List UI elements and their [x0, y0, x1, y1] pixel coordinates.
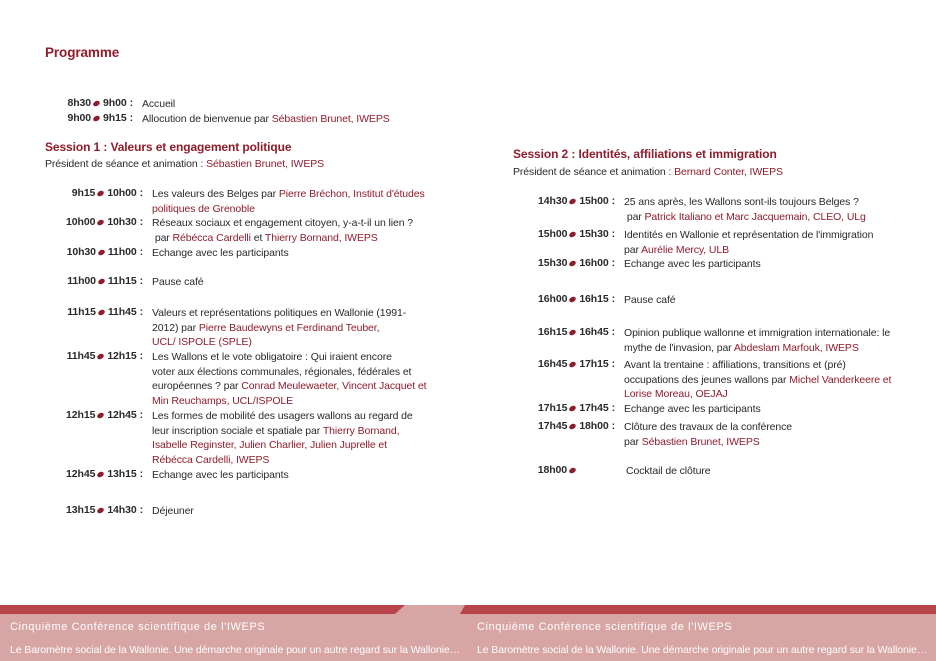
intro-text-1: Accueil [142, 98, 176, 110]
bullet-dot-icon [97, 506, 106, 514]
footer-left-subtitle: Le Baromètre social de la Wallonie. Une démarche originale pour un autre regard sur la Wallonie… [10, 644, 461, 656]
footer-left-title: Cinquième Conférence scientifique de l'IWEPS [10, 621, 266, 633]
bullet-dot-icon [92, 99, 101, 107]
s2-item-1: 14h30 15h00 : 25 ans après, les Wallons sont-ils toujours Belges ? par Patrick Italiano et Marc Jacquemain, CLEO, ULg [538, 195, 866, 223]
s1-item-1: 9h15 10h00 : Les valeurs des Belges par Pierre Bréchon, Institut d'études politiques de Grenoble [71, 187, 425, 215]
bullet-dot-icon [97, 352, 106, 360]
s1-item-2: 10h00 10h30 : Réseaux sociaux et engagement citoyen, y-a-t-il un lien ? par Rébécca Cardelli et Thierry Bornand, IWEPS [66, 216, 414, 244]
s2-item-8: 17h45 18h00 : Clôture des travaux de la conférence par Sébastien Brunet, IWEPS [538, 420, 792, 448]
bullet-dot-icon [569, 259, 578, 267]
s2-item-5: 16h15 16h45 : Opinion publique wallonne et immigration internationale: le mythe de l'invasion, par Abdeslam Marfouk, IWEPS [538, 326, 891, 354]
footer-stripe [0, 605, 936, 615]
bullet-dot-icon [92, 114, 101, 122]
bullet-dot-icon [569, 295, 578, 303]
intro-text-2: Allocution de bienvenue par Sébastien Brunet, IWEPS [142, 113, 390, 125]
s2-item-3: 15h30 16h00 : Echange avec les participants [538, 257, 761, 270]
s1-item-5: 11h15 11h45 : Valeurs et représentations politiques en Wallonie (1991- 2012) par Pierre Baudewyns et Ferdinand Teuber, UCL/ ISPOLE (SPLE) [67, 306, 407, 348]
footer [0, 605, 936, 661]
bullet-dot-icon [569, 197, 578, 205]
bullet-dot-icon [97, 470, 106, 478]
intro-row-1: 8h30 9h00 : Accueil [67, 97, 176, 110]
bullet-dot-icon [569, 360, 578, 368]
bullet-dot-icon [97, 308, 106, 316]
s1-item-7: 12h15 12h45 : Les formes de mobilité des usagers wallons au regard de leur inscription sociale et spatiale par Thierry Bornand, Isabelle Reginster, Julien Charlier, Julien Juprelle et Rébécca Cardelli, IWEPS [66, 409, 413, 466]
session1-president: Président de séance et animation : Sébastien Brunet, IWEPS [45, 158, 325, 170]
s1-item-8: 12h45 13h15 : Echange avec les participants [66, 468, 289, 481]
bullet-dot-icon [97, 218, 106, 226]
session1-title: Session 1 : Valeurs et engagement politique [45, 140, 292, 154]
bullet-dot-icon [568, 466, 577, 474]
session2-title: Session 2 : Identités, affiliations et immigration [513, 147, 777, 161]
s2-item-4: 16h00 16h15 : Pause café [538, 293, 676, 306]
s2-item-9: 18h00 Cocktail de clôture [537, 464, 711, 477]
bullet-dot-icon [97, 411, 106, 419]
s1-item-3: 10h30 11h00 : Echange avec les participants [66, 246, 289, 259]
session2-president: Président de séance et animation : Bernard Conter, IWEPS [513, 166, 783, 178]
programme-title: Programme [45, 45, 120, 60]
bullet-dot-icon [97, 189, 106, 197]
s2-item-2: 15h00 15h30 : Identités en Wallonie et représentation de l'immigration par Aurélie Mercy, ULB [538, 228, 874, 256]
footer-right-title: Cinquième Conférence scientifique de l'IWEPS [477, 621, 733, 633]
bullet-dot-icon [569, 230, 578, 238]
bullet-dot-icon [569, 422, 578, 430]
s1-item-9: 13h15 14h30 : Déjeuner [66, 504, 194, 517]
bullet-dot-icon [569, 328, 578, 336]
s2-item-6: 16h45 17h15 : Avant la trentaine : affiliations, transitions et (pré) occupations des jeunes wallons par Michel Vanderkeere et Lorise Moreau, OEJAJ [538, 358, 892, 400]
s1-item-6: 11h45 12h15 : Les Wallons et le vote obligatoire : Qui iraient encore voter aux élections communales, régionales, fédérales et européennes ? par Conrad Meulewaeter, Vincent Jacquet et Min Reuchamps, UCL/ISPOLE [66, 350, 427, 407]
footer-right-subtitle: Le Baromètre social de la Wallonie. Une démarche originale pour un autre regard sur la Wallonie… [477, 644, 928, 656]
s1-item-4: 11h00 11h15 : Pause café [67, 275, 204, 288]
s2-item-7: 17h15 17h45 : Echange avec les participants [538, 402, 761, 415]
bullet-dot-icon [97, 248, 106, 256]
bullet-dot-icon [569, 404, 578, 412]
intro-row-2: 9h00 9h15 : Allocution de bienvenue par Sébastien Brunet, IWEPS [67, 112, 390, 125]
bullet-dot-icon [97, 277, 106, 285]
